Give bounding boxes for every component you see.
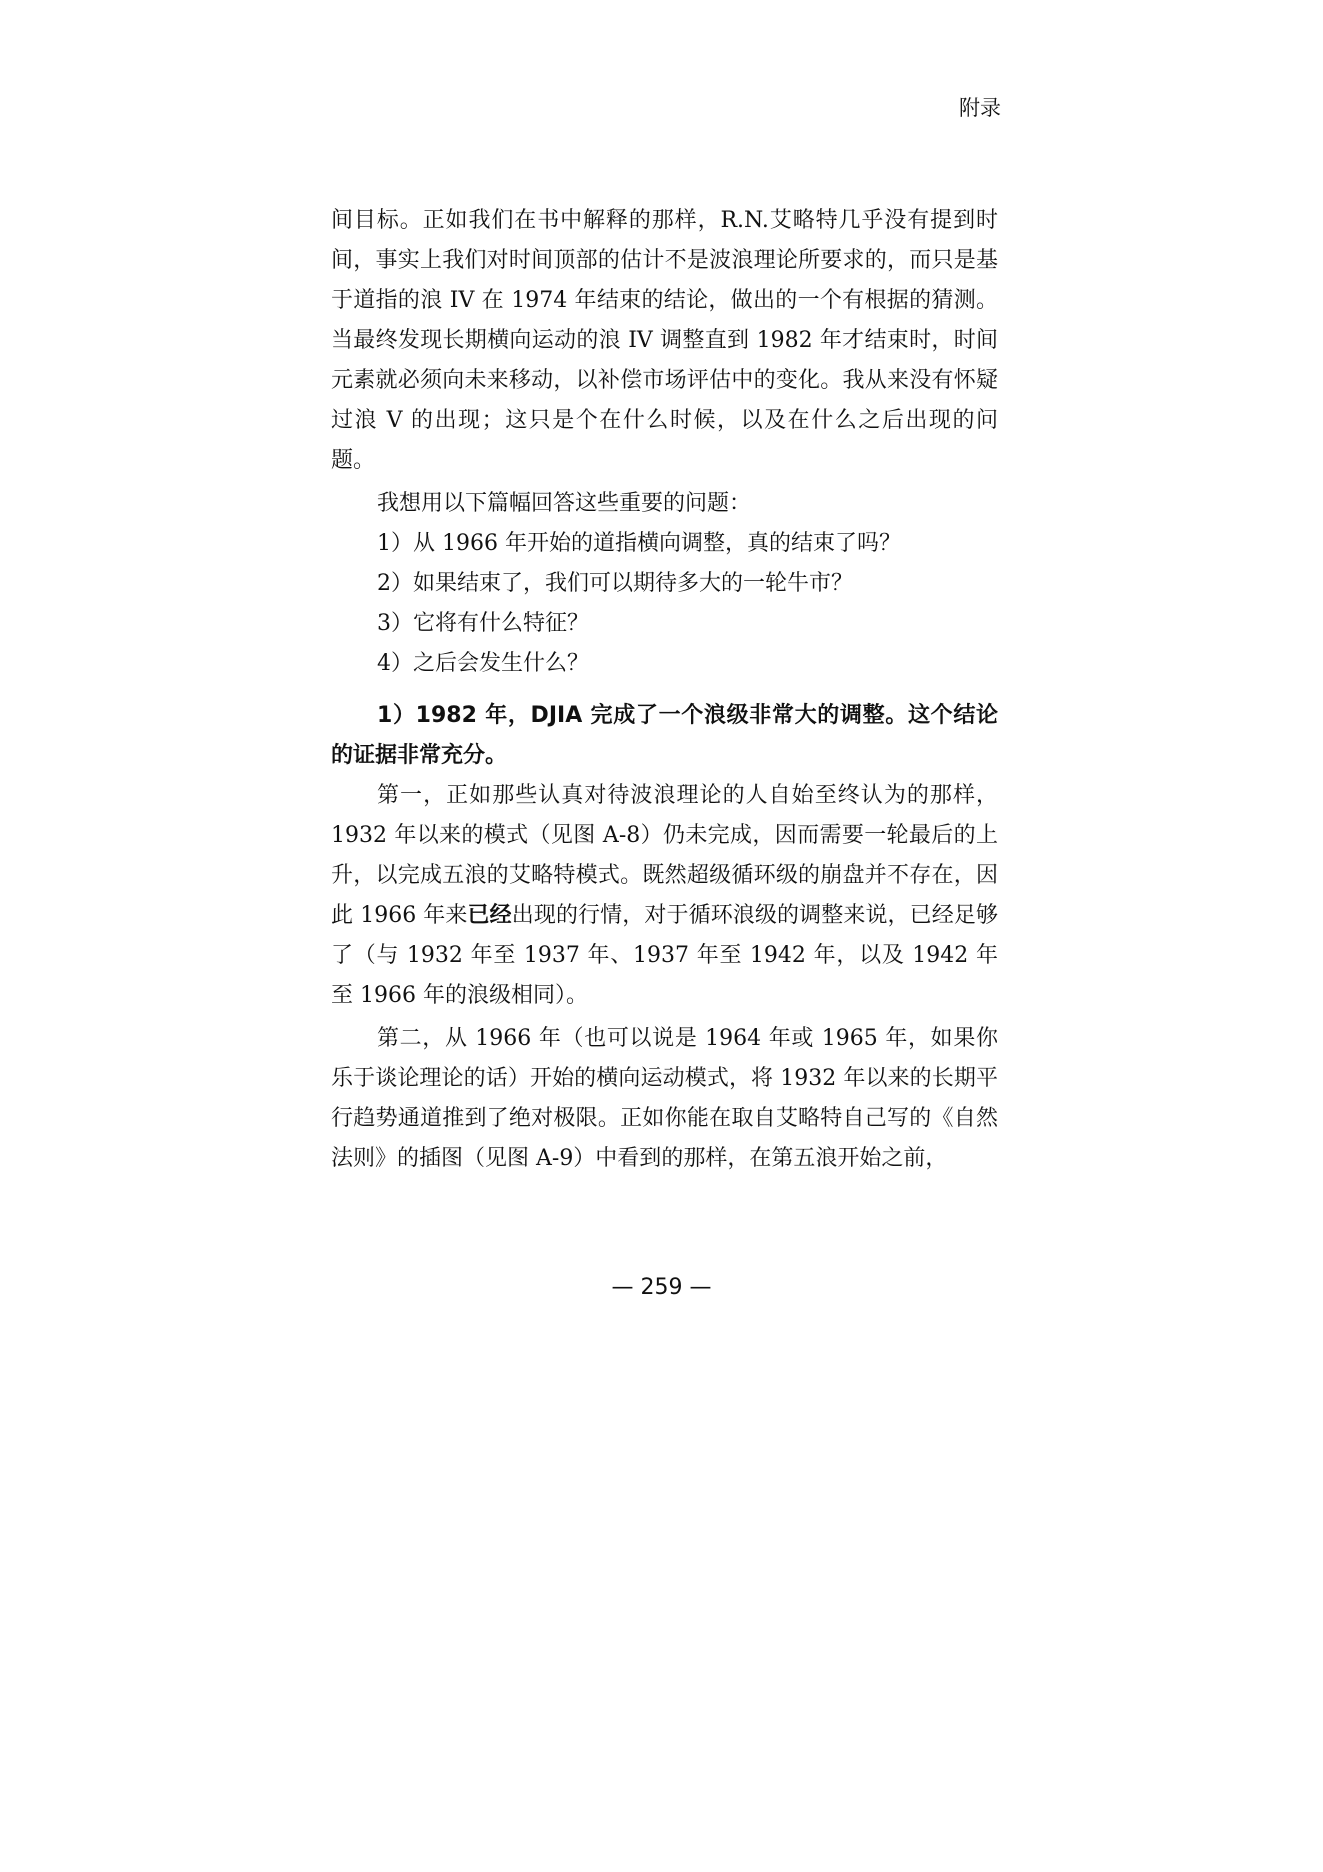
section-heading: 1）1982 年，DJIA 完成了一个浪级非常大的调整。这个结论的证据非常充分。 (331, 703, 998, 768)
paragraph-continuation (331, 201, 998, 481)
paragraph-first-evidence (331, 776, 998, 1016)
emphasized-word: 已经 (467, 903, 512, 928)
question-item-1: 1）从 1966 年开始的道指横向调整，真的结束了吗？ (377, 531, 901, 556)
paragraph-first-evidence-text-b: 出现的行情，对于循环浪级的调整来说，已经足够了（与 1932 年至 1937 年、1937 年至 1942 年，以及 1942 年至 1966 年的浪级相同）。 (331, 903, 998, 1008)
paragraph-continuation-text: 。正如我们在书中解释的那样，R.N.艾略特几乎没有提到时间，事实上我们对时间顶部的估计不是波浪理论所要求的，而只是基于道指的浪 IV 在 1974 年结束的结论，做出的一个有根据的猜测。当最终发现长期横向运动的浪 IV 调整直到 1982 年才结束时，时间元素就必须向未来移动，以补偿市场评估中的变化。我从来没有怀疑过浪 V 的出现；这只是个在什么时候，以及在什么之后出现的问题。 (331, 208, 998, 473)
question-item-4: 4）之后会发生什么？ (377, 651, 589, 676)
paragraph-second-evidence: 第二，从 1966 年（也可以说是 1964 年或 1965 年，如果你乐于谈论理论的话）开始的横向运动模式，将 1932 年以来的长期平行趋势通道推到了绝对极限。正如你能在取自艾略特自己写的《自然法则》的插图（见图 A-9）中看到的那样，在第五浪开始之前， (331, 1026, 998, 1171)
paragraph-lead-words: 间目标 (331, 208, 400, 233)
paragraph-first-evidence-text-a: 第一，正如那些认真对待波浪理论的人自始至终认为的那样，1932 年以来的模式（见图 A-8）仍未完成，因而需要一轮最后的上升，以完成五浪的艾略特模式。既然超级循环级的崩盘并不存在，因此 1966 年来 (331, 783, 998, 928)
question-item-2: 2）如果结束了，我们可以期待多大的一轮牛市？ (377, 571, 853, 596)
page-body (331, 201, 998, 1179)
page-number: — 259 — (611, 1275, 712, 1300)
paragraph-intro-questions: 我想用以下篇幅回答这些重要的问题： (377, 491, 752, 516)
question-item-3: 3）它将有什么特征？ (377, 611, 589, 636)
question-list (331, 524, 998, 684)
running-header: 附录 (959, 96, 1001, 120)
